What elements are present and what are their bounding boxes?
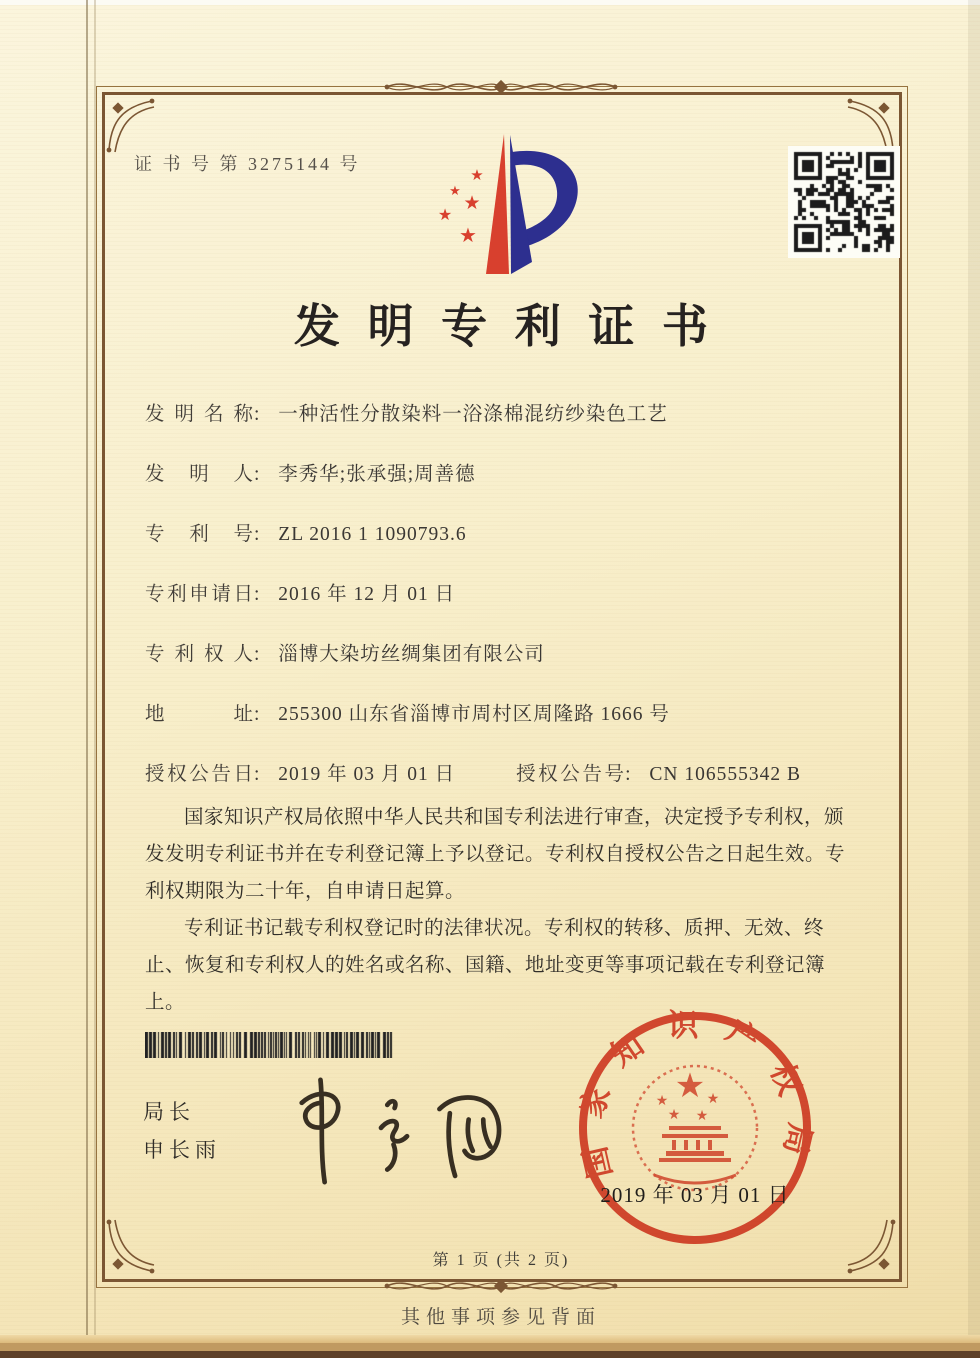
- logo-star-icon: ★: [449, 183, 461, 198]
- scan-edge-bottom-tan: [0, 1335, 980, 1343]
- legal-text: [145, 799, 861, 1021]
- svg-text:★: ★: [674, 1068, 706, 1105]
- field-label: 专利号: [145, 524, 253, 545]
- barcode: [145, 1032, 393, 1058]
- scan-edge-right: [968, 0, 980, 1358]
- scan-edge-left: [86, 0, 88, 1358]
- qr-code-container: [788, 146, 900, 258]
- field-colon: :: [254, 524, 260, 545]
- seal-date: 2019 年 03 月 01 日: [600, 1183, 790, 1207]
- field-row-address: [145, 702, 875, 728]
- page-number: 第 1 页 (共 2 页): [432, 1252, 570, 1269]
- field-label: 授权公告日: [145, 764, 253, 785]
- qr-code: [788, 146, 900, 258]
- field-row-grant-date: [145, 762, 875, 788]
- seal-ring-text: 国家知识产权局: [571, 1008, 819, 1182]
- field-label: 发明人: [145, 464, 253, 485]
- svg-text:★: ★: [706, 1092, 720, 1107]
- legal-paragraph-1: 国家知识产权局依照中华人民共和国专利法进行审查，决定授予专利权，颁发发明专利证书并在专利登记簿上予以登记。专利权自授权公告之日起生效。专利权期限为二十年，自申请日起算。: [145, 807, 846, 902]
- cnipa-logo: [408, 124, 608, 286]
- field-value: 2016 年 12 月 01 日: [278, 584, 456, 605]
- certificate-number: 证 书 号 第 3275144 号: [134, 154, 361, 174]
- svg-text:★: ★: [695, 1109, 709, 1124]
- logo-star-icon: ★: [470, 168, 484, 184]
- certificate-fields: [145, 402, 875, 822]
- frame-ornament-top-center: [381, 75, 621, 99]
- field-colon: :: [254, 584, 260, 605]
- frame-ornament-corner-tr: [838, 94, 898, 154]
- field-value: 255300 山东省淄博市周村区周隆路 1666 号: [278, 704, 670, 725]
- footer-note: 其他事项参见背面: [400, 1307, 601, 1328]
- director-title: 局长: [143, 1100, 195, 1124]
- scan-edge-bottom-brown: [0, 1343, 980, 1351]
- field-row-invention-name: [145, 402, 875, 428]
- field-label: 发明名称: [145, 404, 253, 425]
- field-colon: :: [254, 464, 260, 485]
- field-row-patentee: [145, 642, 875, 668]
- barcode-container: [145, 1032, 393, 1058]
- frame-ornament-bottom-center: [381, 1274, 621, 1298]
- director-name: 申长雨: [143, 1138, 221, 1162]
- document-title: 发明专利证书: [293, 301, 736, 352]
- field-colon: :: [254, 764, 260, 785]
- svg-text:★: ★: [667, 1108, 681, 1123]
- field-colon: :: [254, 404, 260, 425]
- field-row-inventors: [145, 462, 875, 488]
- field-value: 淄博大染坊丝绸集团有限公司: [278, 644, 545, 665]
- field-value: ZL 2016 1 1090793.6: [278, 524, 467, 545]
- national-emblem-icon: [654, 1068, 736, 1183]
- field-row-filing-date: [145, 582, 875, 608]
- field-colon: :: [254, 704, 260, 725]
- svg-text:★: ★: [655, 1094, 669, 1109]
- field-value: 2019 年 03 月 01 日: [278, 764, 456, 785]
- legal-paragraph-2: 专利证书记载专利权登记时的法律状况。专利权的转移、质押、无效、终止、恢复和专利权人的姓名或名称、国籍、地址变更等事项记载在专利登记簿上。: [145, 918, 826, 1013]
- official-seal: [566, 999, 824, 1257]
- frame-ornament-corner-tl: [104, 94, 164, 154]
- scan-edge-top: [0, 0, 980, 5]
- handwritten-signature: [285, 1072, 525, 1190]
- field-row-patent-number: [145, 522, 875, 548]
- logo-star-icon: ★: [459, 225, 477, 247]
- field-value: 李秀华;张承强;周善德: [278, 464, 476, 485]
- scan-edge-bottom-dark: [0, 1351, 980, 1358]
- field-colon: :: [625, 764, 631, 785]
- field-label: 专利申请日: [145, 584, 253, 605]
- field-value: 一种活性分散染料一浴涤棉混纺纱染色工艺: [278, 404, 668, 425]
- field-value: CN 106555342 B: [649, 764, 801, 785]
- field-colon: :: [254, 644, 260, 665]
- field-label: 专利权人: [145, 644, 253, 665]
- field-label: 授权公告号: [516, 764, 625, 785]
- logo-star-icon: ★: [463, 193, 481, 214]
- field-label: 地址: [145, 704, 253, 725]
- field-grant-number-pair: [516, 764, 801, 785]
- logo-star-icon: ★: [437, 207, 453, 224]
